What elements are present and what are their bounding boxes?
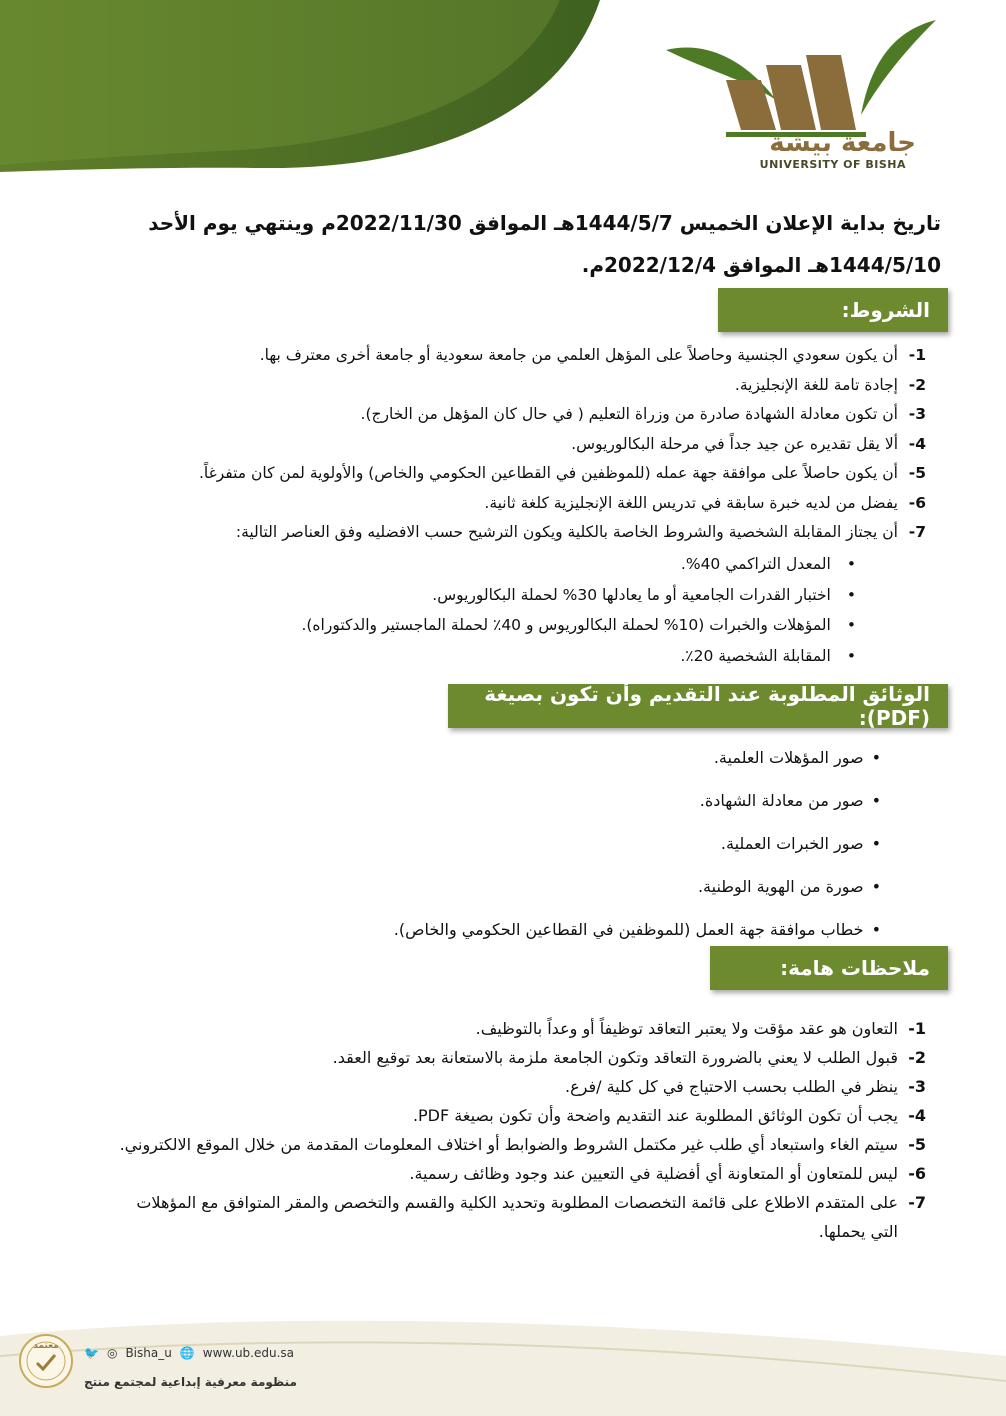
list-item: • خطاب موافقة جهة العمل (للموظفين في القطاعين الحكومي والخاص). [394, 908, 881, 951]
documents-list [394, 736, 881, 951]
footer-contacts [84, 1346, 294, 1360]
list-item: • المقابلة الشخصية 20٪. [301, 641, 856, 672]
list-item: 7- أن يجتاز المقابلة الشخصية والشروط الخاصة بالكلية ويكون الترشيح حسب الافضليه وفق العناصر التالية: [235, 523, 926, 541]
list-item: 2- إجادة تامة للغة الإنجليزية. [734, 375, 926, 394]
logo-name-english: UNIVERSITY OF BISHA [759, 158, 906, 171]
footer-wave-decoration [0, 1306, 1006, 1416]
list-item: 3- أن تكون معادلة الشهادة صادرة من وزراة التعليم ( في حال كان المؤهل من الخارج). [360, 405, 926, 423]
conditions-list [66, 341, 926, 548]
documents-heading: الوثائق المطلوبة عند التقديم وأن تكون بصيغة (PDF): [448, 684, 948, 728]
instagram-icon: ◎ [106, 1346, 118, 1360]
list-item: • صورة من الهوية الوطنية. [394, 865, 881, 908]
list-item: 1- أن يكون سعودي الجنسية وحاصلاً على المؤهل العلمي من جامعة سعودية أو جامعة أخرى معترف بها. [259, 346, 926, 364]
list-item: 5- سيتم الغاء واستبعاد أي طلب غير مكتمل الشروط والضوابط أو اختلاف المعلومات المقدمة من خلال الموقع الالكتروني. [119, 1135, 926, 1154]
list-item: 4- يجب أن تكون الوثائق المطلوبة عند التقديم واضحة وأن تكون بصيغة PDF. [412, 1106, 926, 1125]
list-item: 2- قبول الطلب لا يعني بالضرورة التعاقد وتكون الجامعة ملزمة بالاستعانة بعد توقيع العقد. [332, 1048, 926, 1067]
list-item: • المؤهلات والخبرات (10% لحملة البكالوريوس و 40٪ لحملة الماجستير والدكتوراه). [301, 610, 856, 641]
notes-heading: ملاحظات هامة: [710, 946, 948, 990]
footer-slogan: منظومة معرفية إبداعية لمجتمع منتج [84, 1375, 297, 1389]
list-item: 1- التعاون هو عقد مؤقت ولا يعتبر التعاقد توظيفاً أو وعداً بالتوظيف. [475, 1019, 926, 1038]
list-item: 4- ألا يقل تقديره عن جيد جداً في مرحلة البكالوريوس. [571, 434, 926, 453]
list-item: • صور الخبرات العملية. [394, 822, 881, 865]
list-item: 6- يفضل من لديه خبرة سابقة في تدريس اللغة الإنجليزية كلغة ثانية. [484, 493, 926, 512]
list-item: • صور المؤهلات العلمية. [394, 736, 881, 779]
seal-label: معتمد [33, 1341, 59, 1351]
criteria-list [301, 549, 856, 671]
logo-name-arabic: جامعة بيشة [769, 128, 916, 158]
announcement-line-2: 1444/5/10هـ الموافق 2022/12/4م. [581, 253, 941, 277]
announcement-line-1: تاريخ بداية الإعلان الخميس 1444/5/7هـ الموافق 2022/11/30م وينتهي يوم الأحد [148, 211, 941, 235]
header-wave-decoration [0, 0, 600, 175]
list-item: • صور من معادلة الشهادة. [394, 779, 881, 822]
list-item: 3- ينظر في الطلب بحسب الاحتياج في كل كلية /فرع. [565, 1077, 926, 1096]
list-item: • اختبار القدرات الجامعية أو ما يعادلها 30% لحملة البكالوريوس. [301, 580, 856, 611]
conditions-heading: الشروط: [718, 288, 948, 332]
globe-icon: 🌐 [179, 1346, 195, 1360]
website-link[interactable]: www.ub.edu.sa [202, 1346, 294, 1360]
list-item: 6- ليس للمتعاون أو المتعاونة أي أفضلية في التعيين عند وجود وظائف رسمية. [409, 1164, 926, 1183]
notes-list [106, 1014, 926, 1246]
twitter-icon: 🐦 [84, 1346, 99, 1360]
list-item: 7- على المتقدم الاطلاع على قائمة التخصصات المطلوبة وتحديد الكلية والقسم والتخصص والمقر المتوافق مع المؤهلات التي يحملها. [136, 1193, 926, 1241]
social-handle: Bisha_u [125, 1346, 172, 1360]
announcement-dates [61, 202, 941, 286]
list-item: • المعدل التراكمي 40%. [301, 549, 856, 580]
list-item: 5- أن يكون حاصلاً على موافقة جهة عمله (للموظفين في القطاعين الحكومي والخاص) والأولوية لمن كان متفرغاً. [198, 464, 926, 482]
